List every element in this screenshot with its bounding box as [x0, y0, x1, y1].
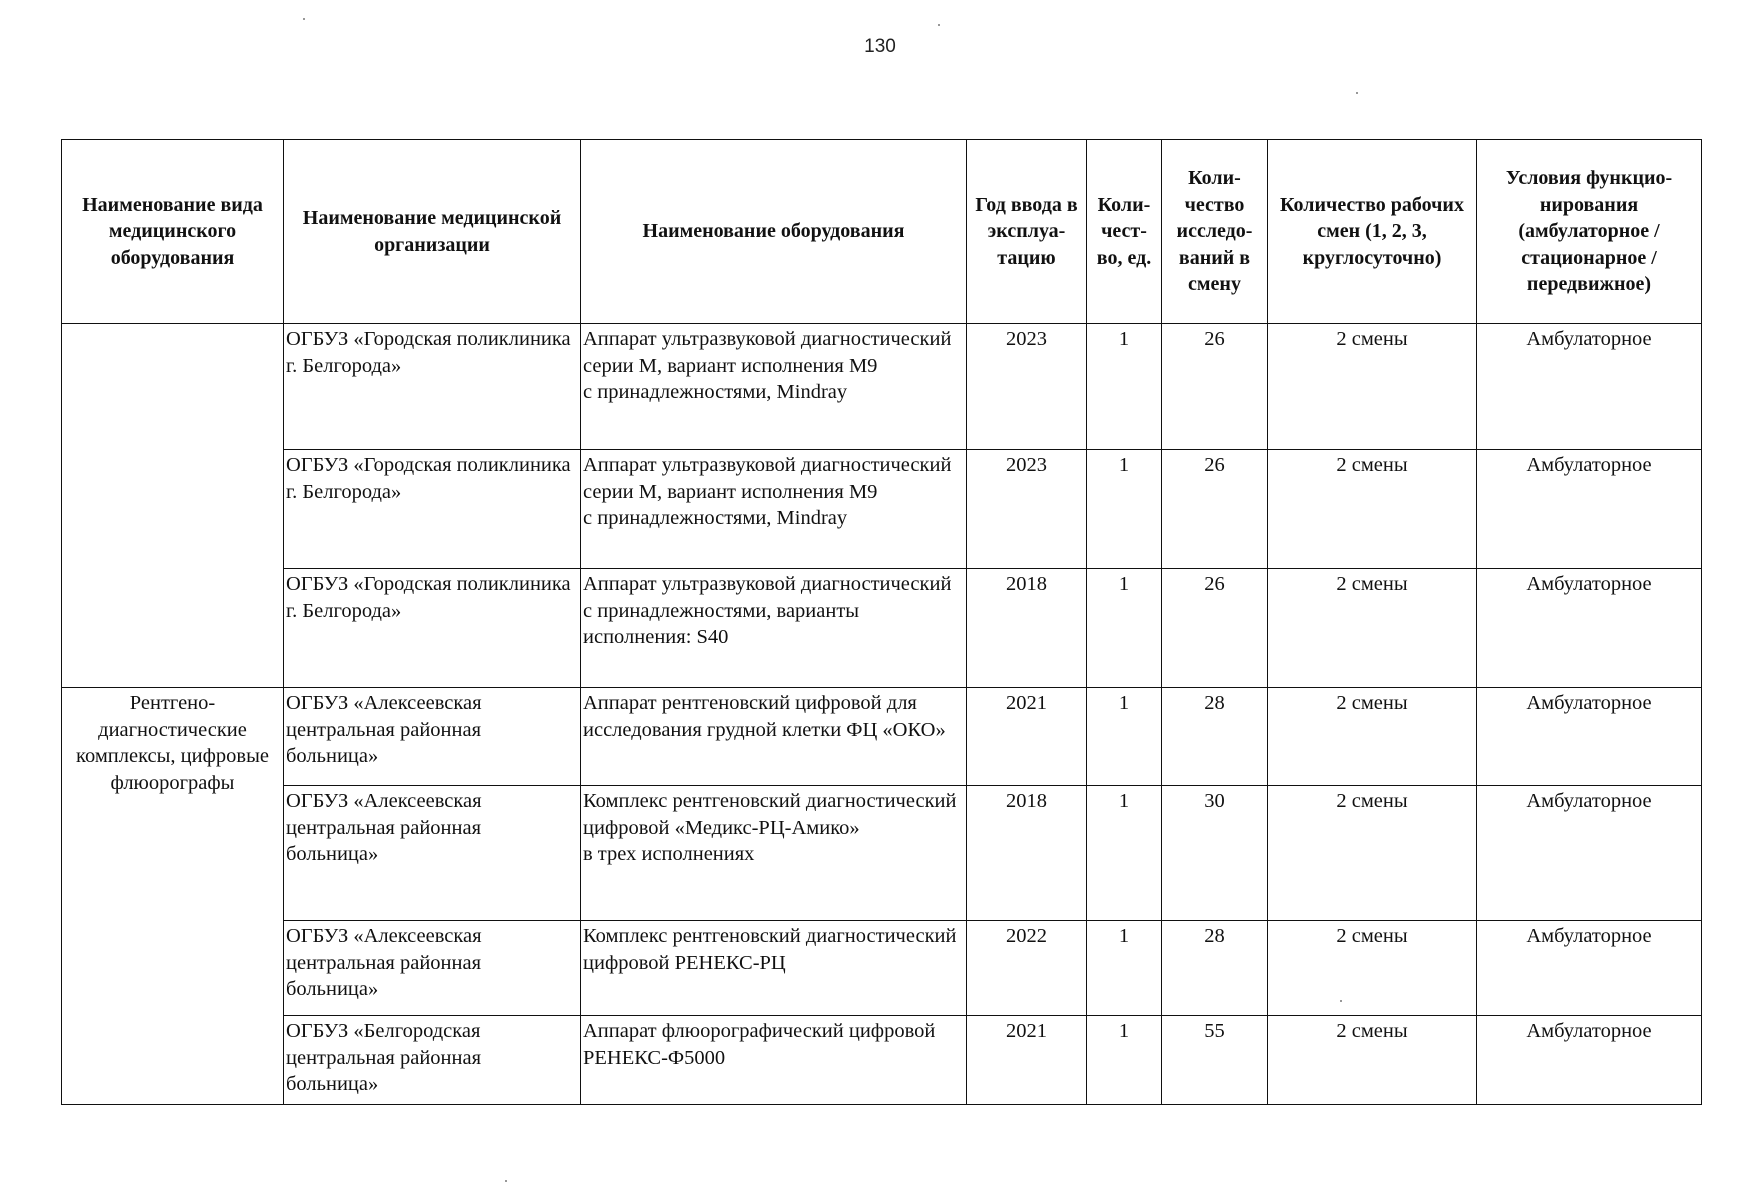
shifts-cell: 2 смены [1268, 450, 1477, 569]
table-header-row [62, 140, 1702, 324]
organization-cell [284, 921, 581, 1016]
year-cell: 2022 [967, 921, 1087, 1016]
scan-speck [505, 1180, 507, 1182]
equipment-cell [581, 921, 967, 1016]
organization-text: ОГБУЗ «Городская поликлиника г. Белгорода» [286, 454, 571, 503]
studies-cell: 26 [1162, 450, 1268, 569]
conditions-cell: Амбулаторное [1477, 450, 1702, 569]
quantity-cell: 1 [1087, 921, 1162, 1016]
table-row [62, 450, 1702, 569]
equipment-text: Аппарат ультразвуковой диагностический с принадлежностями, варианты исполнения: S40 [583, 573, 952, 649]
quantity-cell: 1 [1087, 450, 1162, 569]
year-cell: 2021 [967, 1016, 1087, 1105]
year-cell: 2021 [967, 688, 1087, 786]
organization-text: ОГБУЗ «Городская поликлиника г. Белгорода» [286, 573, 571, 622]
page-number: 130 [864, 36, 896, 57]
studies-cell: 28 [1162, 688, 1268, 786]
equipment-type-cell [62, 324, 284, 688]
equipment-cell [581, 688, 967, 786]
organization-text: ОГБУЗ «Алексеевская центральная районная больница» [286, 925, 482, 1001]
header-organization: Наименование медицинской организации [284, 140, 581, 324]
table-row [62, 688, 1702, 786]
conditions-cell: Амбулаторное [1477, 1016, 1702, 1105]
table-row [62, 1016, 1702, 1105]
equipment-type-cell [62, 688, 284, 1105]
year-cell: 2018 [967, 569, 1087, 688]
organization-cell [284, 1016, 581, 1105]
equipment-text: Комплекс рентгеновский диагностический цифровой РЕНЕКС-РЦ [583, 925, 957, 974]
header-equipment-name: Наименование оборудования [581, 140, 967, 324]
studies-cell: 55 [1162, 1016, 1268, 1105]
conditions-cell: Амбулаторное [1477, 324, 1702, 450]
studies-cell: 28 [1162, 921, 1268, 1016]
quantity-cell: 1 [1087, 1016, 1162, 1105]
equipment-cell [581, 786, 967, 921]
equipment-text: Аппарат рентгеновский цифровой для исследования грудной клетки ФЦ «ОКО» [583, 692, 946, 741]
organization-cell [284, 786, 581, 921]
scan-speck [938, 24, 940, 26]
year-cell: 2018 [967, 786, 1087, 921]
header-studies-per-shift: Коли-чество исследо-ваний в смену [1162, 140, 1268, 324]
equipment-cell [581, 324, 967, 450]
shifts-cell: 2 смены [1268, 324, 1477, 450]
quantity-cell: 1 [1087, 786, 1162, 921]
conditions-cell: Амбулаторное [1477, 786, 1702, 921]
table-row [62, 569, 1702, 688]
organization-cell [284, 688, 581, 786]
scan-speck [303, 18, 305, 20]
year-cell: 2023 [967, 324, 1087, 450]
equipment-text: Аппарат флюорографический цифровой РЕНЕКС-Ф5000 [583, 1020, 936, 1069]
equipment-text: Комплекс рентгеновский диагностический цифровой «Медикс-РЦ-Амико» в трех исполнениях [583, 790, 957, 866]
scan-speck [1340, 1000, 1342, 1002]
table-row [62, 324, 1702, 450]
organization-cell [284, 450, 581, 569]
equipment-cell [581, 569, 967, 688]
equipment-cell [581, 450, 967, 569]
organization-cell [284, 324, 581, 450]
table-row [62, 786, 1702, 921]
studies-cell: 30 [1162, 786, 1268, 921]
organization-text: ОГБУЗ «Городская поликлиника г. Белгорода» [286, 328, 571, 377]
header-quantity: Коли-чест-во, ед. [1087, 140, 1162, 324]
shifts-cell: 2 смены [1268, 786, 1477, 921]
studies-cell: 26 [1162, 324, 1268, 450]
scan-speck [1356, 92, 1358, 94]
header-conditions: Условия функцио-нирования (амбулаторное / стационарное / передвижное) [1477, 140, 1702, 324]
header-equipment-type: Наименование вида медицинского оборудования [62, 140, 284, 324]
organization-cell [284, 569, 581, 688]
organization-text: ОГБУЗ «Алексеевская центральная районная больница» [286, 692, 482, 768]
header-year: Год ввода в эксплуа-тацию [967, 140, 1087, 324]
shifts-cell: 2 смены [1268, 1016, 1477, 1105]
quantity-cell: 1 [1087, 324, 1162, 450]
table-row [62, 921, 1702, 1016]
conditions-cell: Амбулаторное [1477, 688, 1702, 786]
shifts-cell: 2 смены [1268, 688, 1477, 786]
equipment-text: Аппарат ультразвуковой диагностический серии М, вариант исполнения М9 с принадлежностями, Mindray [583, 328, 952, 404]
quantity-cell: 1 [1087, 688, 1162, 786]
studies-cell: 26 [1162, 569, 1268, 688]
organization-text: ОГБУЗ «Белгородская центральная районная больница» [286, 1020, 482, 1096]
shifts-cell: 2 смены [1268, 921, 1477, 1016]
conditions-cell: Амбулаторное [1477, 569, 1702, 688]
quantity-cell: 1 [1087, 569, 1162, 688]
shifts-cell: 2 смены [1268, 569, 1477, 688]
equipment-text: Аппарат ультразвуковой диагностический серии М, вариант исполнения М9 с принадлежностями, Mindray [583, 454, 952, 530]
equipment-type-text: Рентгено- диагностические комплексы, цифровые флюорографы [76, 692, 269, 794]
equipment-table [61, 139, 1702, 1105]
equipment-cell [581, 1016, 967, 1105]
header-shifts: Количество рабочих смен (1, 2, 3, круглосуточно) [1268, 140, 1477, 324]
organization-text: ОГБУЗ «Алексеевская центральная районная больница» [286, 790, 482, 866]
conditions-cell: Амбулаторное [1477, 921, 1702, 1016]
year-cell: 2023 [967, 450, 1087, 569]
